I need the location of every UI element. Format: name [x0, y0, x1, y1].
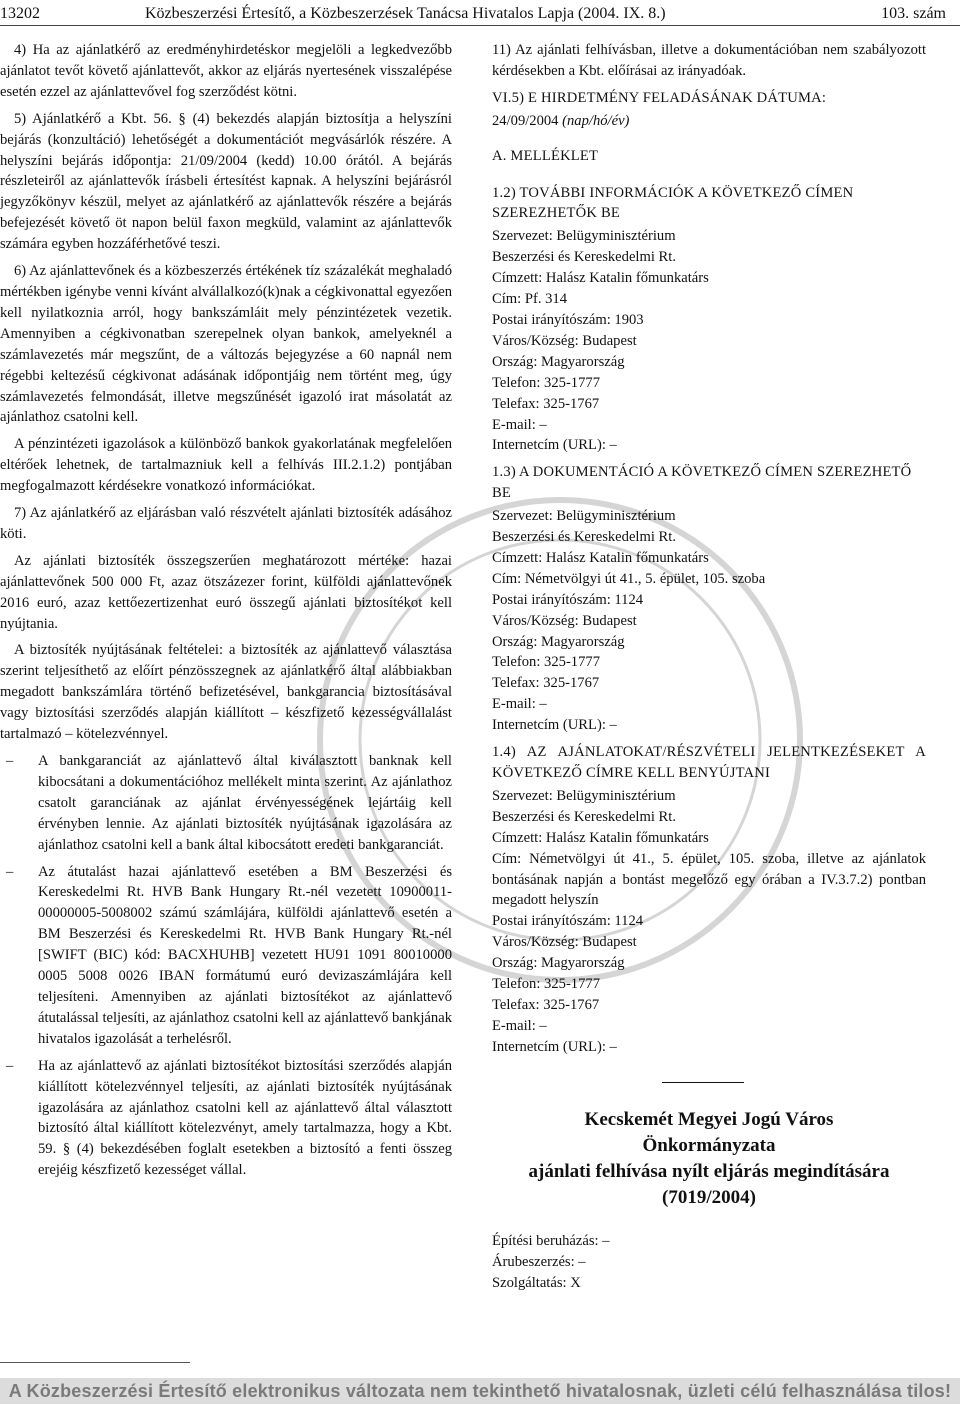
address-block-submission: [492, 786, 926, 1058]
list-item-text: Az átutalást hazai ajánlattevő esetében a BM Beszerzési és Kereskedelmi Rt. HVB Bank Hungary Rt.-nél vezetett 10900011-00000005-5008002 számú számlájára, külföldi ajánlattevő esetén a BM Beszerzési és Kereskedelmi Rt. HVB Bank Hungary Rt.-nél [SWIFT (BIC) kód: BACXHUHB] vezetett HU91 1091 80010000 0005 5008 0026 IBAN formátumú euró devizaszámlájára kell teljesíteni. Amennyiben az ajánlati biztosítékot az ajánlattevő átutalással teljesíti, az ajánlathoz csatolni kell az ajánlattevő bankjának hivatalos igazolását a terhelésről.: [38, 863, 452, 1047]
page-number: 13202: [0, 5, 40, 22]
section-heading: 1.3) A DOKUMENTÁCIÓ A KÖVETKEZŐ CÍMEN SZEREZHETŐ BE: [492, 464, 912, 502]
journal-title: Közbeszerzési Értesítő, a Közbeszerzések Tanácsa Hivatalos Lapja (2004. IX. 8.): [145, 5, 666, 22]
address-line: Szervezet: Belügyminisztérium: [492, 228, 676, 245]
paragraph: 5) Ajánlatkérő a Kbt. 56. § (4) bekezdés alapján biztosítja a helyszíni bejárás (konzultáció) lehetőségét a dokumentációt megvásárlók részére. A helyszíni bejárás időpontja: 21/09/2004 (kedd) 10.00 órától. A bejárás részleteiről az ajánlattevők írásbeli értesítést kapnak. A helyszíni bejárásról jegyzőkönyv készül, melyet az ajánlatkérő az ajánlattevők részére a bejárás befejezését követő öt napon belül faxon megküld, valamint az ajánlattevők számára egyben hozzáférhetővé teszi.: [0, 110, 452, 253]
dash-bullet: –: [6, 863, 14, 880]
address-line: Cím: Pf. 314: [492, 291, 568, 308]
left-column: [0, 40, 452, 1187]
issue-number: 103. szám: [881, 5, 946, 22]
address-line: Szervezet: Belügyminisztérium: [492, 787, 676, 804]
type-line: Szolgáltatás: X: [492, 1274, 581, 1291]
address-line: Cím: Németvölgyi út 41., 5. épület, 105. szoba: [492, 570, 766, 587]
address-line: Beszerzési és Kereskedelmi Rt.: [492, 249, 676, 266]
address-line: Telefax: 325-1767: [492, 996, 600, 1013]
address-line: Címzett: Halász Katalin főmunkatárs: [492, 549, 709, 566]
header-divider: [0, 25, 960, 26]
notice-date: [492, 111, 926, 132]
address-line: Internetcím (URL): –: [492, 437, 617, 454]
paragraph: A biztosíték nyújtásának feltételei: a biztosíték az ajánlattevő választása szerint teljesíthető az előírt pénzösszegnek az ajánlatkérő által alábbiakban megadott bankszámlára történő befizetésével, bankgarancia biztosításával vagy biztosítási szerződés alapján kiállított – készfizető kezességvállalást tartalmazó – kötelezvénnyel.: [0, 642, 452, 743]
address-line: Város/Község: Budapest: [492, 612, 637, 629]
paragraph: 7) Az ajánlatkérő az eljárásban való részvételt ajánlati biztosíték adásához köti.: [0, 505, 452, 542]
address-line: Ország: Magyarország: [492, 633, 625, 650]
address-line: Postai irányítószám: 1903: [492, 311, 644, 328]
right-column: [492, 40, 926, 1293]
title-line: (7019/2004): [662, 1186, 756, 1208]
address-line: E-mail: –: [492, 696, 547, 713]
list-item: [0, 862, 452, 1050]
date-format: (nap/hó/év): [562, 112, 630, 129]
address-line: Postai irányítószám: 1124: [492, 591, 644, 608]
title-line: ajánlati felhívása nyílt eljárás megindítására: [528, 1160, 890, 1182]
address-line: Város/Község: Budapest: [492, 332, 637, 349]
address-line: Ország: Magyarország: [492, 955, 625, 972]
address-line: Telefon: 325-1777: [492, 976, 600, 993]
dash-bullet: –: [6, 753, 14, 769]
list-item: [0, 1056, 452, 1181]
address-line: Internetcím (URL): –: [492, 717, 617, 734]
address-line: Beszerzési és Kereskedelmi Rt.: [492, 808, 676, 825]
address-line: Internetcím (URL): –: [492, 1038, 617, 1055]
address-line: Címzett: Halász Katalin főmunkatárs: [492, 829, 709, 846]
section-heading: VI.5) E HIRDETMÉNY FELADÁSÁNAK DÁTUMA:: [492, 89, 827, 106]
list-item: [0, 751, 452, 856]
address-line: E-mail: –: [492, 1017, 547, 1034]
type-line: Építési beruházás: –: [492, 1232, 610, 1249]
address-line: Postai irányítószám: 1124: [492, 913, 644, 930]
type-line: Árubeszerzés: –: [492, 1253, 586, 1270]
address-line: Cím: Németvölgyi út 41., 5. épület, 105. szoba, illetve az ajánlatok bontásának napján a bontást megelőző egy órában a IV.3.7.2) pontban megadott helyszín: [492, 850, 926, 909]
paragraph: 4) Ha az ajánlatkérő az eredményhirdetéskor megjelöli a legkedvezőbb ajánlatot tevőt követő ajánlattevőt, akkor az eljárás nyertesének visszalépése esetén ezzel az ajánlattevővel fog szerződést kötni.: [0, 42, 452, 100]
address-line: Szervezet: Belügyminisztérium: [492, 508, 676, 525]
address-line: Beszerzési és Kereskedelmi Rt.: [492, 529, 676, 546]
title-line: Önkormányzata: [642, 1134, 776, 1156]
section-heading: 1.2) TOVÁBBI INFORMÁCIÓK A KÖVETKEZŐ CÍMEN SZEREZHETŐK BE: [492, 184, 854, 222]
notice-title: [492, 1107, 926, 1211]
footer-notice: A Közbeszerzési Értesítő elektronikus változata nem tekinthető hivatalosnak, üzleti célú felhasználása tilos!: [0, 1378, 960, 1404]
address-block-info: [492, 226, 926, 456]
address-line: Telefon: 325-1777: [492, 654, 600, 671]
dash-bullet: –: [6, 1057, 14, 1074]
annex-heading: A. MELLÉKLET: [492, 147, 599, 164]
address-line: Város/Község: Budapest: [492, 934, 637, 951]
paragraph: 6) Az ajánlattevőnek és a közbeszerzés értékének tíz százalékát meghaladó mértékben igénybe venni kívánt alvállalkozó(k)nak a cégkivonattal egyezően kell nyilatkoznia arról, hogy bankszámláit mely pénzintézetek vezetik. Amennyiben a cégkivonatban szerepelnek olyan bankok, amelyeknél a számlavezetés már megszűnt, de a változás bejegyzése a 60 napnál nem régebbi keltezésű cégkivonat adásának időpontjáig nem történt meg, úgy számlavezetés felmondását, illetve megszűnését igazoló irat másolatát az ajánlathoz csatolni kell.: [0, 263, 452, 426]
paragraph: Az ajánlati biztosíték összegszerűen meghatározott mértéke: hazai ajánlattevőnek 500 000 Ft, azaz ötszázezer forint, külföldi ajánlattevőnek 2016 euró, azaz kettőezertizenhat euró összegű ajánlati biztosítékot kell nyújtania.: [0, 552, 452, 632]
address-line: E-mail: –: [492, 416, 547, 433]
list-item-text: A bankgaranciát az ajánlattevő által kiválasztott banknak kell kibocsátani a dokumentációhoz mellékelt minta szerint. Az ajánlathoz csatolt garanciának az ajánlat érvényességének lejártáig kell érvényben lennie. Az ajánlati biztosíték nyújtásának igazolására az ajánlathoz csatolni kell a bank által kibocsátott eredeti bankgaranciát.: [38, 753, 452, 853]
paragraph: A pénzintézeti igazolások a különböző bankok gyakorlatának megfelelően eltérőek lehetnek, de tartalmazniuk kell a felhívás III.2.1.2) pontjában megfogalmazott kérdésekre vonatkozó információkat.: [0, 436, 452, 495]
date-value: 24/09/2004: [492, 112, 559, 129]
address-line: Telefon: 325-1777: [492, 374, 600, 391]
address-line: Ország: Magyarország: [492, 353, 625, 370]
title-line: Kecskemét Megyei Jogú Város: [584, 1108, 834, 1130]
address-line: Telefax: 325-1767: [492, 675, 600, 692]
list-item-text: Ha az ajánlattevő az ajánlati biztosítékot biztosítási szerződés alapján kiállított kötelezvénnyel teljesíti, az ajánlati biztosíték nyújtásának igazolására az ajánlathoz csatolni kell az ajánlattevő által választott biztosító által kiállított kötelezvényt, amely tartalmazza, hogy a Kbt. 59. § (4) bekezdésében foglalt esetekben a biztosító a fenti összeg erejéig készfizető kezességet vállal.: [38, 1057, 452, 1179]
section-divider: [662, 1082, 744, 1083]
address-block-documentation: [492, 506, 926, 736]
section-heading: 1.4) AZ AJÁNLATOKAT/RÉSZVÉTELI JELENTKEZÉSEKET A KÖVETKEZŐ CÍMRE KELL BENYÚJTANI: [492, 744, 926, 781]
procurement-type: [492, 1231, 926, 1294]
address-line: Telefax: 325-1767: [492, 395, 600, 412]
footer-divider: [0, 1362, 190, 1363]
address-line: Címzett: Halász Katalin főmunkatárs: [492, 270, 709, 287]
paragraph: 11) Az ajánlati felhívásban, illetve a dokumentációban nem szabályozott kérdésekben a Kbt. előírásai az irányadóak.: [492, 42, 926, 79]
page-header: [0, 4, 960, 30]
